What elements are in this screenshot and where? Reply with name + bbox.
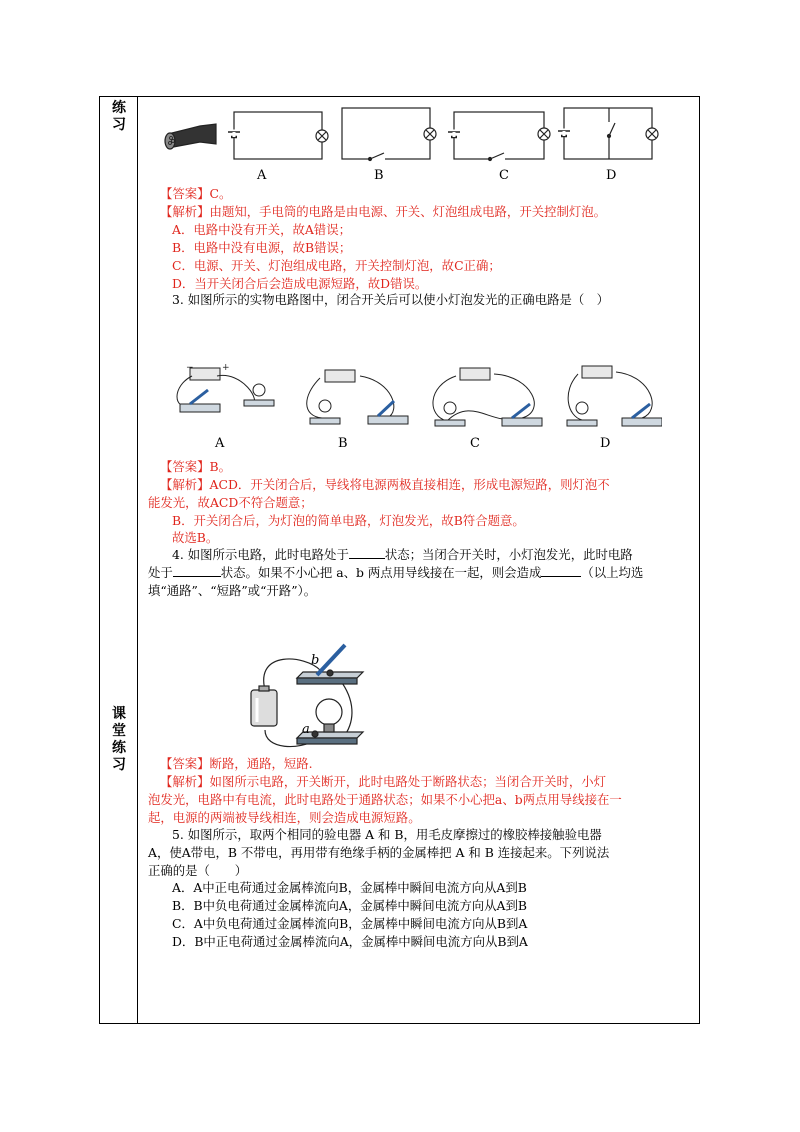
q2-option-d: D．当开关闭合后会造成电源短路，故D错误。 xyxy=(172,276,428,291)
q5-option-b: B．B中负电荷通过金属棒流向A，金属棒中瞬间电流方向从A到B xyxy=(172,898,527,913)
flashlight-icon xyxy=(165,124,216,149)
q3-answer: 【答案】B。 xyxy=(160,459,232,474)
switch-icon xyxy=(297,645,363,684)
q4-point-b-label: b xyxy=(311,653,320,668)
q2-label-a: A xyxy=(257,168,267,183)
q4-stem-line-1 xyxy=(172,547,633,563)
q2-label-d: D xyxy=(606,168,617,183)
q2-answer: 【答案】C。 xyxy=(160,186,232,201)
physical-circuit-c xyxy=(433,368,542,426)
q4-stem-line-3: 填“通路”、“短路”或“开路”）。 xyxy=(148,583,317,598)
q5-option-a: A．A中正电荷通过金属棒流向B，金属棒中瞬间电流方向从A到B xyxy=(172,880,527,895)
q4-point-a-label: a xyxy=(302,722,310,737)
q5-stem-1: 5. 如图所示，取两个相同的验电器 A 和 B，用毛皮摩擦过的橡胶棒接触验电器 xyxy=(172,827,602,842)
q5-option-d: D．B中正电荷通过金属棒流向A，金属棒中瞬间电流方向从B到A xyxy=(172,934,528,949)
q4-circuit-figure xyxy=(245,640,365,755)
side-label-practice: 练习 xyxy=(112,100,126,133)
q4-stem-2b: 状态。如果不小心把 a、b 两点用导线接在一起，则会造成 xyxy=(220,565,542,580)
circuit-b xyxy=(342,108,436,161)
q4-analysis-1: 【解析】如图所示电路，开关断开，此时电路处于断路状态；当闭合开关时，小灯 xyxy=(160,774,607,789)
q2-option-c: C．电源、开关、灯泡组成电路，开关控制灯泡，故C正确； xyxy=(172,258,501,273)
battery-icon xyxy=(251,686,277,726)
q2-option-b: B．电路中没有电源，故B错误； xyxy=(172,240,352,255)
circuit-a xyxy=(226,112,328,159)
q4-answer: 【答案】断路，通路，短路. xyxy=(160,756,313,771)
column-divider xyxy=(137,96,138,1024)
q3-circuit-figure xyxy=(172,356,662,436)
q4-blank-2 xyxy=(173,565,221,577)
physical-circuit-a xyxy=(177,363,274,412)
q4-analysis-2: 泡发光，电路中有电流，此时电路处于通路状态；如果不小心把a、b两点用导线接在一 xyxy=(148,792,622,807)
q4-blank-3 xyxy=(541,565,581,577)
q2-circuit-figure xyxy=(160,104,670,184)
q4-stem-2a: 处于 xyxy=(148,565,173,580)
q5-stem-3: 正确的是（ ） xyxy=(148,863,248,878)
q4-stem-1b: 状态；当闭合开关时，小灯泡发光，此时电路 xyxy=(384,547,633,562)
q3-label-b: B xyxy=(338,436,348,451)
q4-stem-line-2 xyxy=(148,565,643,581)
q3-stem: 3. 如图所示的实物电路图中，闭合开关后可以使小灯泡发光的正确电路是（ ） xyxy=(172,292,610,307)
q3-label-d: D xyxy=(600,436,611,451)
q5-option-c: C．A中负电荷通过金属棒流向B，金属棒中瞬间电流方向从B到A xyxy=(172,916,528,931)
circuit-c xyxy=(446,112,550,161)
circuit-d xyxy=(556,108,658,159)
q2-analysis: 【解析】由题知，手电筒的电路是由电源、开关、灯泡组成电路，开关控制灯泡。 xyxy=(160,204,607,219)
q2-label-c: C xyxy=(499,168,509,183)
q4-analysis-3: 起，电源的两端被导线相连，则会造成电源短路。 xyxy=(148,810,421,825)
q3-label-c: C xyxy=(470,436,480,451)
physical-circuit-b xyxy=(307,370,408,424)
q3-analysis-3: B．开关闭合后，为灯泡的简单电路，灯泡发光，故B符合题意。 xyxy=(172,513,525,528)
side-label-classroom-practice: 课堂练习 xyxy=(112,706,126,773)
q4-stem-1a: 4. 如图所示电路，此时电路处于 xyxy=(172,547,349,562)
q3-analysis-4: 故选B。 xyxy=(172,530,219,545)
svg-text:−: − xyxy=(186,363,194,373)
q3-label-a: A xyxy=(215,436,225,451)
q2-option-a: A．电路中没有开关，故A错误； xyxy=(172,222,351,237)
q3-analysis-2: 能发光，故ACD不符合题意； xyxy=(148,495,313,510)
q2-label-b: B xyxy=(374,168,384,183)
q4-blank-1 xyxy=(349,547,385,559)
q3-analysis-1: 【解析】ACD．开关闭合后，导线将电源两极直接相连，形成电源短路，则灯泡不 xyxy=(160,477,610,492)
q5-stem-2: A，使A带电，B 不带电，再用带有绝缘手柄的金属棒把 A 和 B 连接起来。下列说法 xyxy=(148,845,610,860)
q4-stem-2c: （以上均选 xyxy=(581,565,644,580)
physical-circuit-d xyxy=(567,366,662,426)
svg-text:+: + xyxy=(222,363,230,373)
